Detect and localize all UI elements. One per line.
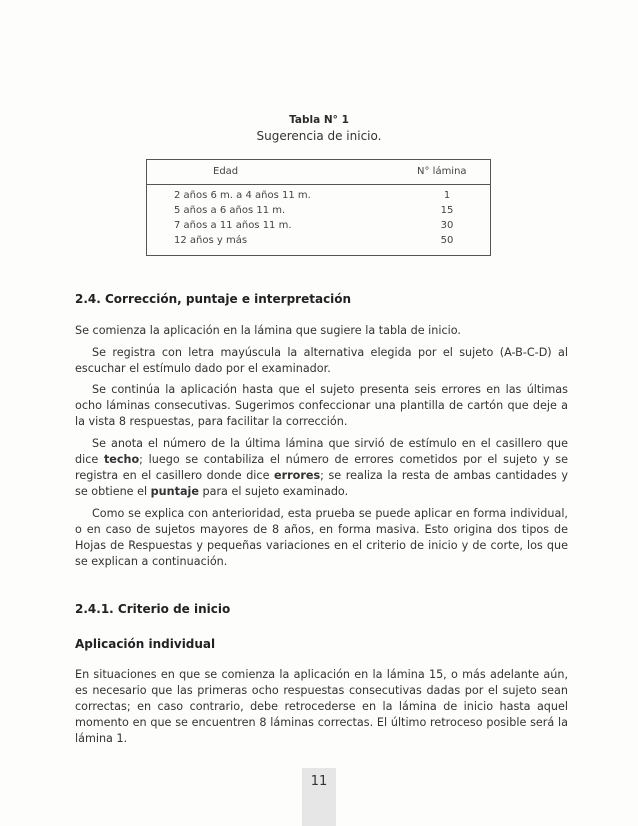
table-row — [147, 220, 490, 235]
cell-age: 12 años y más — [174, 235, 248, 246]
table-row — [147, 235, 490, 250]
paragraph: Como se explica con anterioridad, esta prueba se puede aplicar en forma individual, o en caso de sujetos mayores de 8 años, en forma masiva. Esto origina dos tipos de Hojas de Respuestas y pequeñas variaciones en el criterio de inicio y de corte, los que se explican a continuación. — [75, 507, 568, 568]
term-errores: errores — [274, 469, 321, 482]
table-caption — [0, 113, 638, 145]
paragraph: Se continúa la aplicación hasta que el sujeto presenta seis errores en las últimas ocho láminas consecutivas. Sugerimos confeccionar una plantilla de cartón que deje a la vista 8 respuestas, para facilitar la corrección. — [75, 383, 568, 428]
cell-plate: 50 — [440, 235, 454, 246]
table-subtitle: Sugerencia de inicio. — [256, 129, 382, 143]
start-suggestion-table — [146, 159, 491, 256]
section-heading-2-4-1: 2.4.1. Criterio de inicio — [75, 602, 231, 616]
subsection-heading: Aplicación individual — [75, 637, 216, 651]
cell-plate: 30 — [440, 220, 454, 231]
paragraph-text: ; luego se contabiliza el número de errores cometidos por el sujeto y se registra en el casillero donde dice — [75, 453, 568, 482]
paragraph: Se comienza la aplicación en la lámina que sugiere la tabla de inicio. — [75, 324, 461, 337]
term-techo: techo — [103, 453, 140, 466]
cell-age: 2 años 6 m. a 4 años 11 m. — [174, 190, 311, 201]
paragraph-text: para el sujeto examinado. — [198, 485, 349, 498]
column-header-age: Edad — [213, 166, 239, 177]
paragraph-text: ; se realiza la resta de ambas cantidades y se obtiene el — [75, 469, 568, 498]
table-row — [147, 205, 490, 220]
table-header — [147, 160, 490, 185]
cell-age: 5 años a 6 años 11 m. — [174, 205, 286, 216]
section-heading-2-4: 2.4. Corrección, puntaje e interpretación — [75, 292, 352, 306]
paragraph: En situaciones en que se comienza la aplicación en la lámina 15, o más adelante aún, es necesario que las primeras ocho respuestas consecutivas dadas por el sujeto sean correctas; en caso contrario, debe retrocederse en la lámina de inicio hasta aquel momento en que se encuentren 8 láminas correctas. El último retroceso posible será la lámina 1. — [75, 668, 568, 745]
cell-plate: 1 — [443, 190, 451, 201]
column-header-plate: N° lámina — [417, 166, 467, 177]
page-number: 11 — [310, 774, 328, 789]
term-puntaje: puntaje — [150, 485, 199, 498]
paragraph — [75, 436, 568, 500]
paragraph: Se registra con letra mayúscula la alternativa elegida por el sujeto (A-B-C-D) al escuchar el estímulo dado por el examinador. — [75, 346, 568, 375]
table-body — [147, 190, 490, 250]
cell-age: 7 años a 11 años 11 m. — [174, 220, 292, 231]
cell-plate: 15 — [440, 205, 454, 216]
table-row — [147, 190, 490, 205]
table-number: Tabla N° 1 — [289, 114, 349, 126]
paragraph-text: Se anota el número de la última lámina que sirvió de estímulo en el casillero que dice — [75, 437, 568, 466]
